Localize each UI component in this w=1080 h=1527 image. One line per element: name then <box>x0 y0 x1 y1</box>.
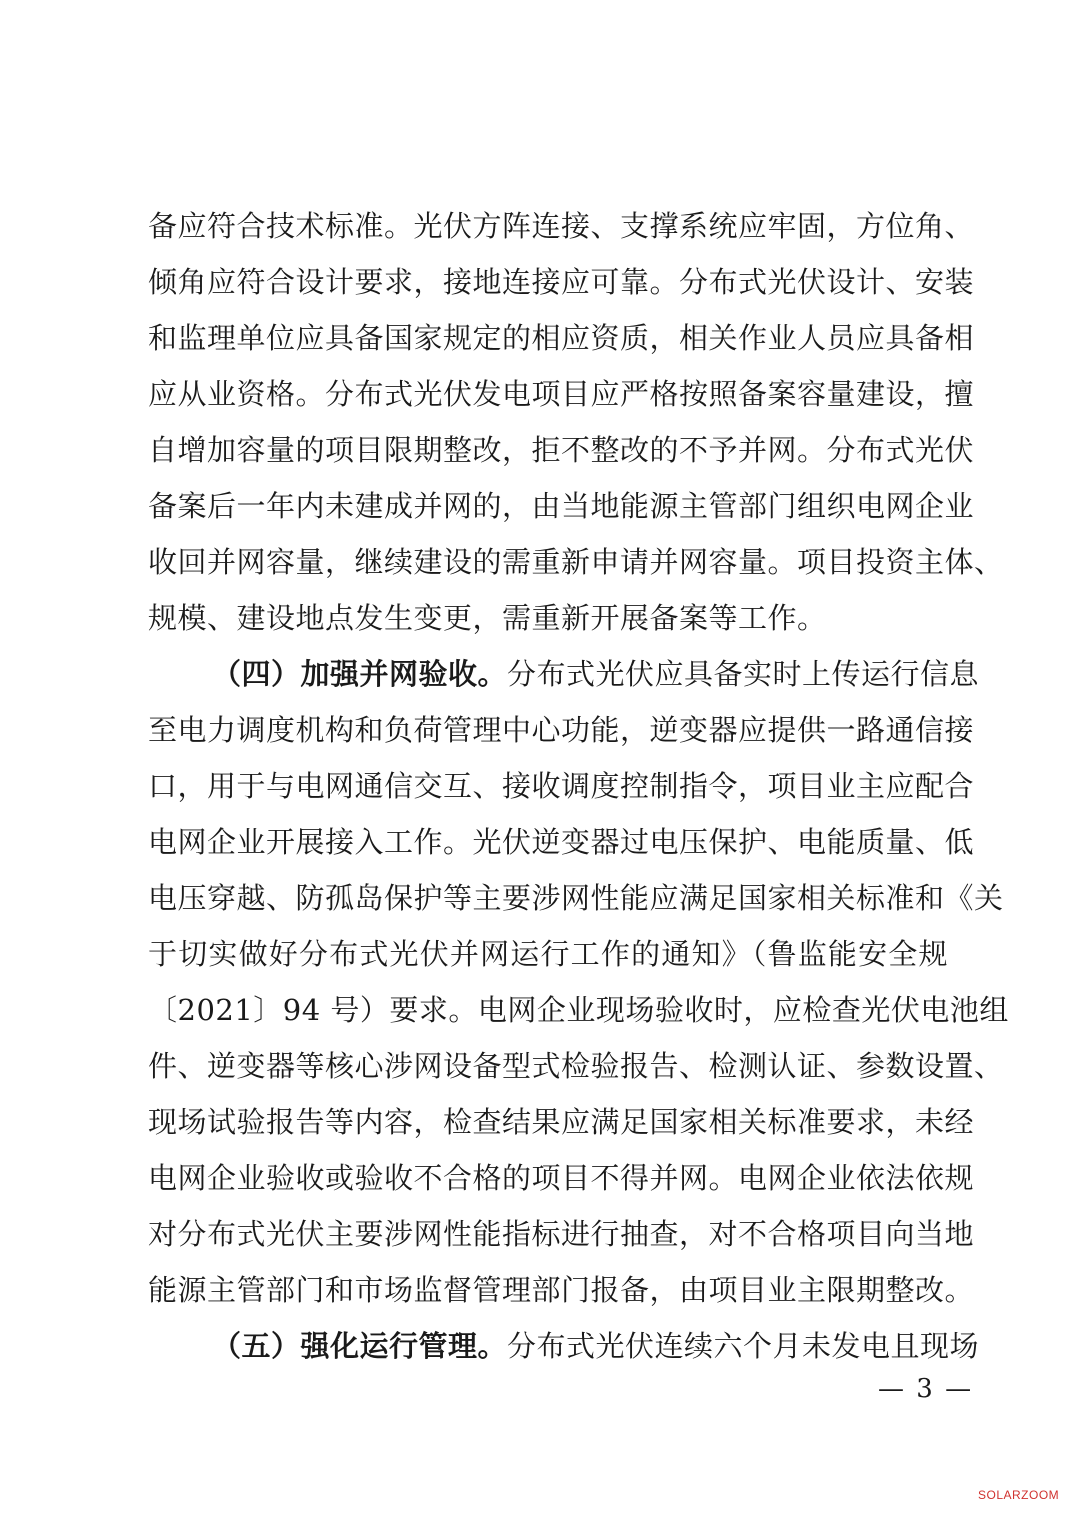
text-line: 能源主管部门和市场监督管理部门报备，由项目业主限期整改。 <box>148 1273 975 1307</box>
text-line: 电网企业开展接入工作。光伏逆变器过电压保护、电能质量、低 <box>148 825 975 859</box>
text-line: 收回并网容量，继续建设的需重新申请并网容量。项目投资主体、 <box>148 545 1004 579</box>
text-line: 自增加容量的项目限期整改，拒不整改的不予并网。分布式光伏 <box>148 433 975 467</box>
page-number: — 3 — <box>878 1374 974 1404</box>
text-line: 应从业资格。分布式光伏发电项目应严格按照备案容量建设，擅 <box>148 377 975 411</box>
text-line: 〔2021〕94 号）要求。电网企业现场验收时，应检查光伏电池组 <box>148 993 1009 1027</box>
text-line: 倾角应符合设计要求，接地连接应可靠。分布式光伏设计、安装 <box>148 265 975 299</box>
text-line: 口，用于与电网通信交互、接收调度控制指令，项目业主应配合 <box>148 769 975 803</box>
text-line: 至电力调度机构和负荷管理中心功能，逆变器应提供一路通信接 <box>148 713 975 747</box>
text-line: 对分布式光伏主要涉网性能指标进行抽查，对不合格项目向当地 <box>148 1217 975 1251</box>
watermark-logo: SOLARZOOM <box>978 1488 1060 1502</box>
text-line: 现场试验报告等内容，检查结果应满足国家相关标准要求，未经 <box>148 1105 975 1139</box>
section-heading-line: （四）加强并网验收。分布式光伏应具备实时上传运行信息 <box>212 657 980 691</box>
section-heading: （四）加强并网验收。 <box>212 657 508 691</box>
section-heading-line: （五）强化运行管理。分布式光伏连续六个月未发电且现场 <box>212 1329 980 1363</box>
text-line: 规模、建设地点发生变更，需重新开展备案等工作。 <box>148 601 827 635</box>
text-line: 电压穿越、防孤岛保护等主要涉网性能应满足国家相关标准和《关 <box>148 881 1004 915</box>
text-line: 电网企业验收或验收不合格的项目不得并网。电网企业依法依规 <box>148 1161 975 1195</box>
text-line: 备应符合技术标准。光伏方阵连接、支撑系统应牢固，方位角、 <box>148 209 975 243</box>
text-line: 件、逆变器等核心涉网设备型式检验报告、检测认证、参数设置、 <box>148 1049 1004 1083</box>
text-line: 于切实做好分布式光伏并网运行工作的通知》（鲁监能安全规 <box>148 937 948 971</box>
text-line: 和监理单位应具备国家规定的相应资质，相关作业人员应具备相 <box>148 321 975 355</box>
text-line: 备案后一年内未建成并网的，由当地能源主管部门组织电网企业 <box>148 489 975 523</box>
section-heading: （五）强化运行管理。 <box>212 1329 508 1363</box>
